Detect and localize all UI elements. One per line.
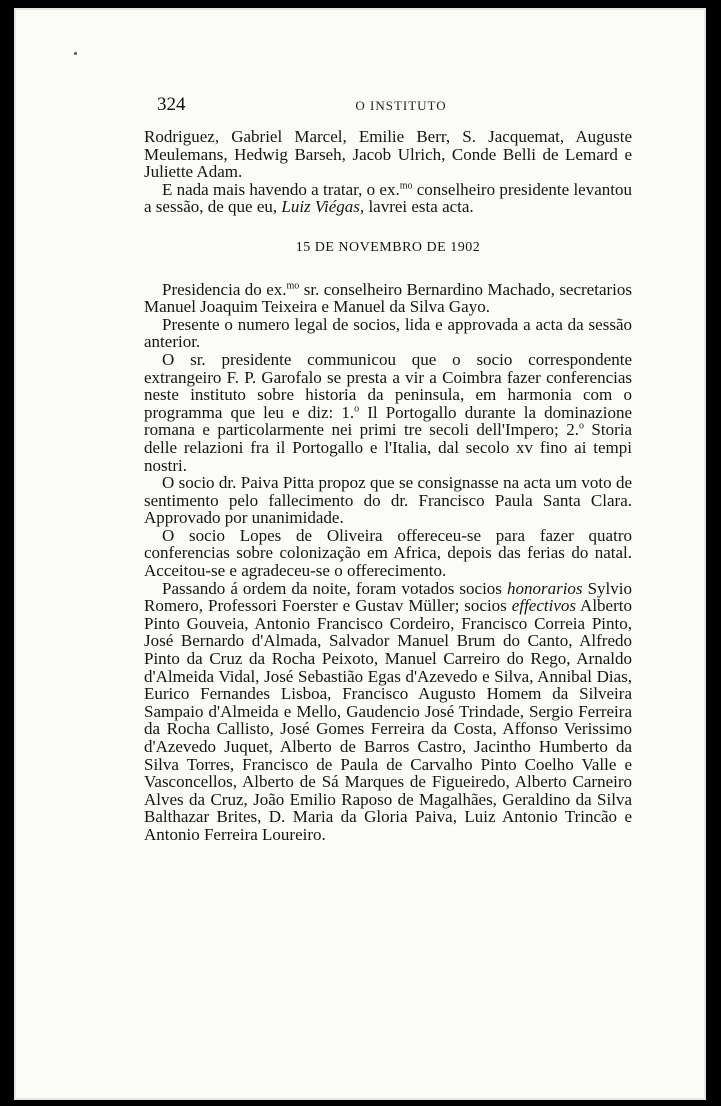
page-header [157,94,645,120]
paragraph-quorum: Presente o numero legal de socios, lida e approvada a acta da sessão anterior. [144,314,632,352]
session-date-heading: 15 DE NOVEMBRO DE 1902 [295,239,481,255]
paragraph-paiva-pitta: O socio dr. Paiva Pitta propoz que se consignasse na acta um voto de sentimento pelo fallecimento do dr. Francisco Paula Santa Clara. Approvado por unanimidade. [144,473,632,528]
paragraph-garofalo: O sr. presidente communicou que o socio correspondente extrangeiro F. P. Garofalo se presta a vir a Coimbra fazer conferencias neste instituto sobre historia da peninsula, em harmonia com o programma que leu e diz: 1.$^o$ Il Portogallo durante la dominazione romana e particolarmente nei primi tre secoli dell'Impero; 2.$^o$ Storia delle relazioni fra il Portogallo e l'Italia, dal secolo xv fino ai tempi nostri. [144,349,632,475]
page-number: 324 [157,94,186,115]
paragraph-closing: E nada mais havendo a tratar, o ex.$^{mo}$ conselheiro presidente levantou a sessão, de que eu, Luiz Viégas, lavrei esta acta. [144,179,632,217]
effectivos-term: effectivos [511,596,576,616]
speck [74,52,77,55]
paragraph-elections: Passando á ordem da noite, foram votados socios honorarios Sylvio Romero, Professori Foerster e Gustav Müller; socios effectivos Alberto Pinto Gouveia, Antonio Francisco Cordeiro, Francisco Correia Pinto, José Bernardo d'Almada, Salvador Manuel Brum do Canto, Alfredo Pinto da Cruz da Rocha Peixoto, Manuel Carreiro do Rego, Arnaldo d'Almeida Vidal, José Sebastião Egas d'Azevedo e Silva, Annibal Dias, Eurico Fernandes Lisboa, Francisco Augusto Homem da Silveira Sampaio d'Almeida e Mello, Gaudencio José Trindade, Sergio Ferreira da Rocha Callisto, José Gomes Ferreira da Costa, Affonso Verissimo d'Azevedo Juquet, Alberto de Barros Castro, Jacintho Humberto da Silva Torres, Francisco de Paula de Carvalho Pinto Coelho Valle e Vasconcellos, Alberto de Sá Marques de Figueiredo, Alberto Carneiro Alves da Cruz, João Emilio Raposo de Magalhães, Geraldino da Silva Balthazar Brites, D. Maria da Gloria Paiva, Luiz Antonio Trincão e Antonio Ferreira Loureiro. [144,578,633,844]
paragraph-presidency: Presidencia do ex.$^{mo}$ sr. conselheiro Bernardino Machado, secretarios Manuel Joaquim Teixeira e Manuel da Silva Gayo. [144,279,632,317]
paragraph-lopes-oliveira: O socio Lopes de Oliveira offereceu-se para fazer quatro conferencias sobre colonização em Africa, depois das ferias do natal. Acceitou-se e agradeceu-se o offerecimento. [144,525,632,581]
paragraph-attendees-continued: Rodriguez, Gabriel Marcel, Emilie Berr, S. Jacquemat, Auguste Meulemans, Hedwig Barseh, Jacob Ulrich, Conde Belli de Lemard e Juliette Adam. [144,127,632,182]
running-title: O INSTITUTO [355,98,447,113]
secretary-name: Luiz Viégas, [281,197,365,217]
honorarios-term: honorarios [506,578,583,598]
body-text [144,128,632,844]
